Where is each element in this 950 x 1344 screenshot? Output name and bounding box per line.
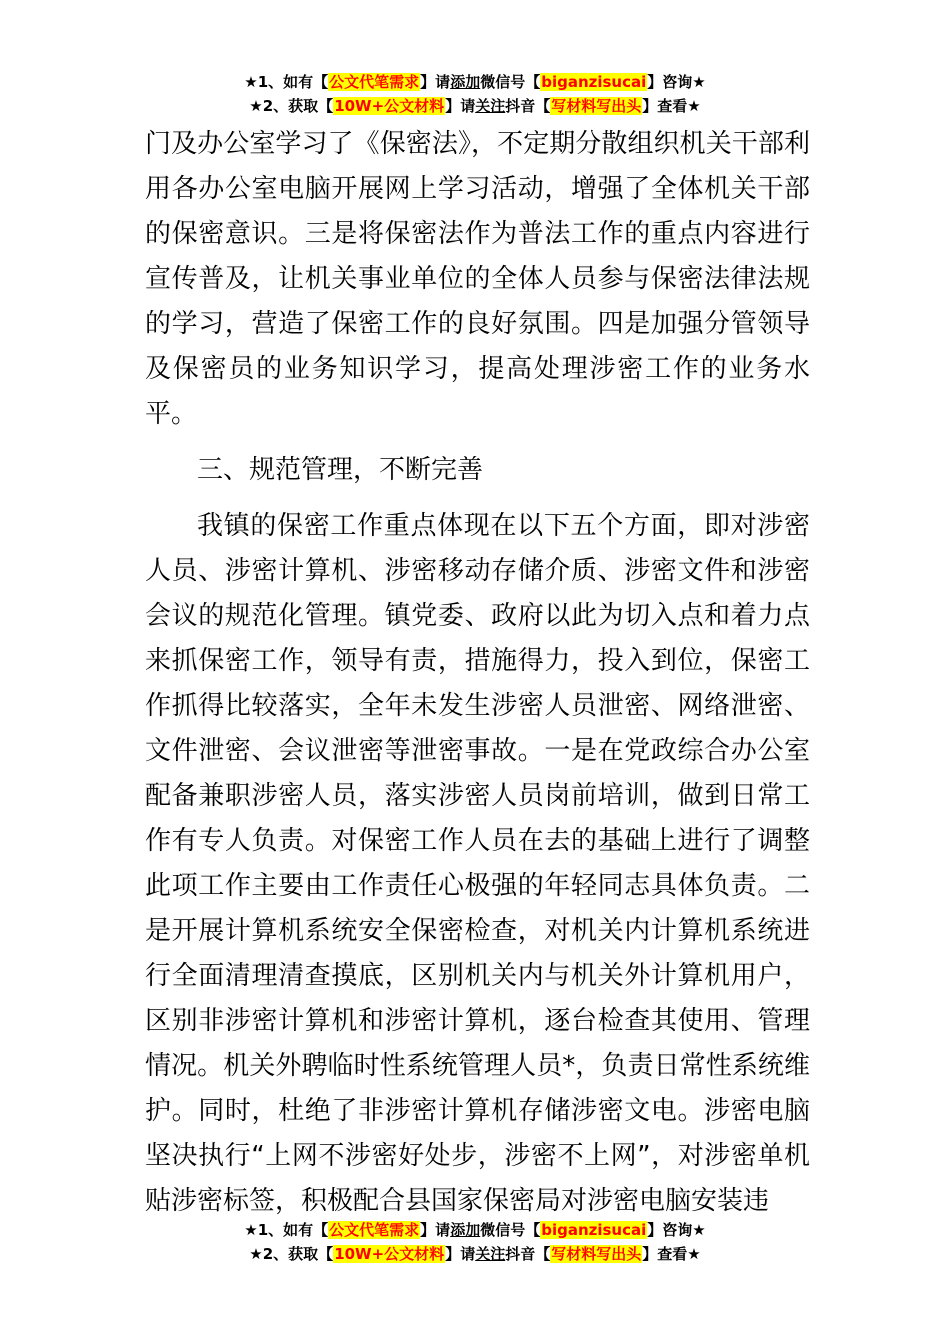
- document-body: [145, 122, 810, 1224]
- banner-highlight: 公文代笔需求: [329, 73, 420, 91]
- banner-highlight: 写材料写出头: [551, 1245, 642, 1263]
- banner-line-2: [0, 1242, 950, 1266]
- banner-text: ★1、如有【: [244, 73, 329, 91]
- banner-text: 微信号【: [480, 1221, 541, 1239]
- paragraph: 我镇的保密工作重点体现在以下五个方面，即对涉密人员、涉密计算机、涉密移动存储介质、涉密文件和涉密会议的规范化管理。镇党委、政府以此为切入点和着力点来抓保密工作，领导有责，措施得力，投入到位，保密工作抓得比较落实，全年未发生涉密人员泄密、网络泄密、文件泄密、会议泄密等泄密事故。一是在党政综合办公室配备兼职涉密人员，落实涉密人员岗前培训，做到日常工作有专人负责。对保密工作人员在去的基础上进行了调整此项工作主要由工作责任心极强的年轻同志具体负责。二是开展计算机系统安全保密检查，对机关内计算机系统进行全面清理清查摸底，区别机关内与机关外计算机用户，区别非涉密计算机和涉密计算机，逐台检查其使用、管理情况。机关外聘临时性系统管理人员*，负责日常性系统维护。同时，杜绝了非涉密计算机存储涉密文电。涉密电脑坚决执行“上网不涉密好处步，涉密不上网”，对涉密单机贴涉密标签，积极配合县国家保密局对涉密电脑安装违: [145, 511, 810, 1216]
- banner-highlight: 写材料写出头: [551, 97, 642, 115]
- banner-text: 】请: [445, 97, 476, 115]
- banner-text: 】查看★: [642, 1245, 701, 1263]
- banner-line-1: [0, 70, 950, 94]
- banner-text: ★2、获取【: [249, 97, 334, 115]
- banner-highlight: biganzisucai: [541, 73, 647, 91]
- banner-text: 】查看★: [642, 97, 701, 115]
- banner-line-1: [0, 1218, 950, 1242]
- banner-underline: 关注: [475, 1245, 506, 1263]
- banner-text: 微信号【: [480, 73, 541, 91]
- banner-text: 】请: [420, 1221, 451, 1239]
- banner-text: 】请: [420, 73, 451, 91]
- banner-text: 抖音【: [505, 97, 551, 115]
- bottom-banner: [0, 1218, 950, 1266]
- banner-line-2: [0, 94, 950, 118]
- banner-text: 】请: [445, 1245, 476, 1263]
- banner-text: 抖音【: [505, 1245, 551, 1263]
- banner-underline: 添加: [450, 73, 481, 91]
- top-banner: [0, 70, 950, 118]
- paragraph-continuation: 门及办公室学习了《保密法》，不定期分散组织机关干部利用各办公室电脑开展网上学习活动，增强了全体机关干部的保密意识。三是将保密法作为普法工作的重点内容进行宣传普及，让机关事业单位的全体人员参与保密法律法规的学习，营造了保密工作的良好氛围。四是加强分管领导及保密员的业务知识学习，提高处理涉密工作的业务水平。: [145, 129, 810, 429]
- banner-underline: 关注: [475, 97, 506, 115]
- banner-underline: 添加: [450, 1221, 481, 1239]
- banner-text: 】咨询★: [647, 1221, 706, 1239]
- banner-highlight: biganzisucai: [541, 1221, 647, 1239]
- banner-text: 】咨询★: [647, 73, 706, 91]
- banner-highlight: 10W+公文材料: [334, 1245, 445, 1263]
- section-heading: 三、规范管理，不断完善: [197, 455, 484, 485]
- banner-text: ★2、获取【: [249, 1245, 334, 1263]
- banner-text: ★1、如有【: [244, 1221, 329, 1239]
- banner-highlight: 公文代笔需求: [329, 1221, 420, 1239]
- banner-highlight: 10W+公文材料: [334, 97, 445, 115]
